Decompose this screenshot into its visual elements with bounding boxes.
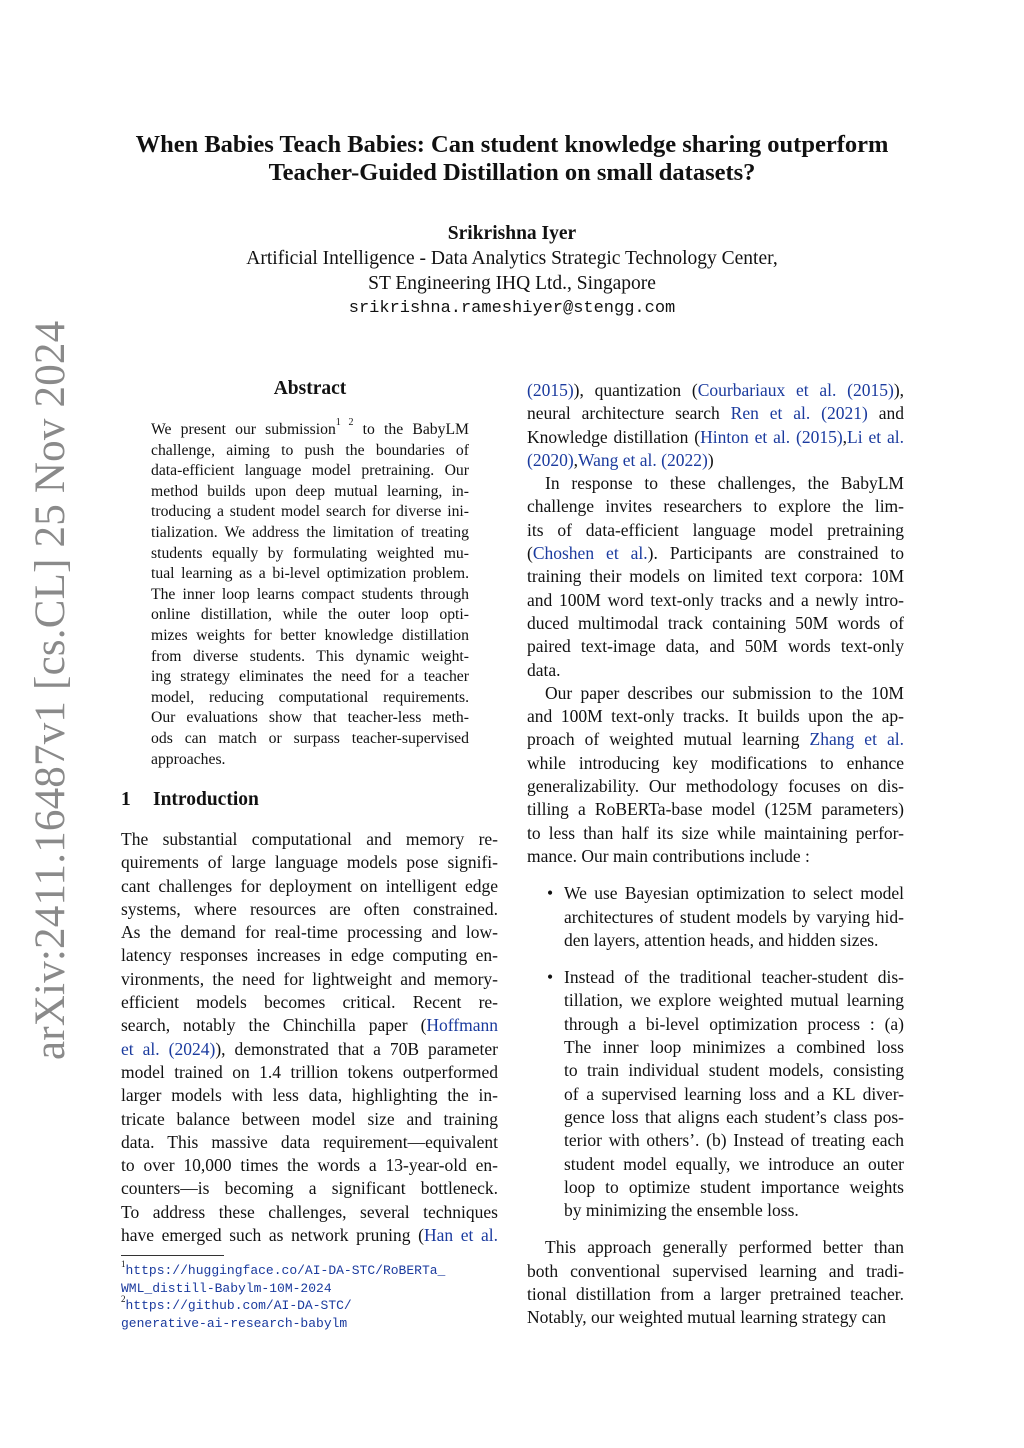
text-line: proach of weighted mutual learning Zhang et al.	[527, 729, 904, 750]
footnote-1-cont[interactable]: WML_distill-Babylm-10M-2024	[121, 1280, 332, 1296]
text-line: In response to these challenges, the BabyLM	[545, 473, 904, 494]
text-line: quirements of large language models pose signifi-	[121, 852, 498, 873]
paragraph-submission-cont	[527, 752, 904, 868]
text-line: students equally by formulating weighted mu-	[151, 544, 469, 562]
text-line: The inner loop minimizes a combined loss	[564, 1037, 904, 1058]
text-line: approaches.	[151, 750, 226, 768]
text-line: tialization. We address the limitation of treating	[151, 523, 469, 541]
intro-paragraph	[121, 828, 498, 1014]
bullet-icon: •	[547, 883, 554, 904]
author-block	[100, 221, 924, 321]
text-line: Instead of the traditional teacher-student dis-	[564, 967, 904, 988]
text-line: online distillation, while the outer loop opti-	[151, 606, 469, 624]
citation-link[interactable]: (2015)	[527, 380, 574, 400]
footnotes	[121, 1259, 498, 1332]
abstract-body	[151, 417, 469, 770]
text-line: (Choshen et al.). Participants are constrained to	[527, 543, 904, 564]
list-item	[527, 882, 904, 952]
text-line: Notably, our weighted mutual learning strategy can	[527, 1307, 886, 1328]
author-affiliation: ST Engineering IHQ Ltd., Singapore	[368, 273, 656, 294]
text-line: systems, where resources are often constrained.	[121, 898, 498, 919]
contribution-list	[527, 882, 904, 1222]
footnote-rule	[121, 1255, 224, 1256]
text-line: vironments, the need for lightweight and memory-	[121, 968, 498, 989]
text-line: model trained on 1.4 trillion tokens outperformed	[121, 1061, 498, 1082]
text-line: Knowledge distillation (Hinton et al. (2015),Li et al.	[527, 426, 904, 447]
text-line: tual learning as a bi-level optimization problem.	[151, 565, 469, 583]
paragraph-babylm	[527, 472, 904, 542]
text-line: through a bi-level optimization process : (a)	[564, 1013, 904, 1034]
list-item	[527, 966, 904, 1222]
text-line: while introducing key modifications to enhance	[527, 752, 904, 773]
citation-link[interactable]: Wang et al. (2022)	[578, 449, 708, 470]
bullet-icon: •	[547, 967, 554, 988]
text-line: den layers, attention heads, and hidden sizes.	[564, 929, 879, 950]
paragraph-babylm-cont	[527, 565, 904, 681]
text-line: tricate balance between model size and training	[121, 1108, 498, 1129]
footnote-2[interactable]: $^2$https://github.com/AI-DA-STC/	[121, 1294, 352, 1313]
text-line: Our evaluations show that teacher-less meth-	[151, 709, 469, 727]
intro-paragraph-cont	[121, 1061, 498, 1224]
text-line: tillation, we explore weighted mutual learning	[564, 990, 904, 1011]
text-line: To address these challenges, several techniques	[121, 1201, 498, 1222]
text-line: and 100M text-only tracks. It builds upon the ap-	[527, 706, 904, 727]
author-email[interactable]: srikrishna.rameshiyer@stengg.com	[348, 299, 676, 318]
text-line: paired text-image data, and 50M words text-only	[527, 636, 904, 657]
text-line: to less than half its size while maintaining perfor-	[527, 822, 904, 843]
author-affiliation: Artificial Intelligence - Data Analytics Strategic Technology Center,	[246, 248, 778, 269]
text-line: loop to optimize student importance weights	[564, 1176, 904, 1197]
text-line: ing strategy eliminates the need for a teacher	[151, 668, 469, 686]
paragraph-approach	[527, 1236, 904, 1329]
text-line: This approach generally performed better than	[545, 1237, 904, 1258]
arxiv-identifier: arXiv:2411.16487v1 [cs.CL] 25 Nov 2024	[27, 320, 74, 1060]
text-line: of a supervised learning loss and a KL diver-	[564, 1083, 904, 1104]
right-column-text	[527, 379, 904, 1330]
text-line: terior with others’. (b) Instead of treating each	[564, 1130, 904, 1151]
text-line: have emerged such as network pruning (Han et al.	[121, 1225, 498, 1246]
text-line: to train individual student models, consisting	[564, 1060, 904, 1081]
citation-link[interactable]: Zhang et al.	[809, 729, 904, 750]
text-line: mance. Our main contributions include :	[527, 845, 810, 866]
text-line: data. This massive data requirement—equivalent	[121, 1131, 498, 1152]
text-line: its of data-efficient language model pretraining	[527, 519, 904, 540]
text-line: As the demand for real-time processing and low-	[121, 922, 498, 943]
section-number: 1	[121, 789, 131, 810]
abstract-lines	[151, 441, 469, 771]
left-column-text	[121, 828, 498, 1247]
text-line: duced multimodal track containing 50M words of	[527, 612, 904, 633]
citation-link[interactable]: Courbariaux et al. (2015)	[697, 380, 894, 400]
abstract-heading: Abstract	[273, 378, 347, 399]
text-line: tilling a RoBERTa-base model (125M parameters)	[527, 799, 904, 820]
text-line: training their models on limited text corpora: 10M	[527, 566, 904, 587]
text-line: counters—is becoming a significant bottleneck.	[121, 1178, 498, 1199]
citation-link[interactable]: Han et al.	[423, 1225, 498, 1246]
citation-link[interactable]: Li et al.	[847, 426, 904, 447]
citation-link[interactable]: Choshen et al.	[532, 543, 648, 564]
paper-title	[100, 131, 924, 187]
list-item-text	[564, 882, 904, 952]
text-line: (2015)), quantization (Courbariaux et al. (2015)),	[527, 380, 905, 400]
citation-link[interactable]: Ren et al. (2021)	[730, 403, 868, 424]
text-line: architectures of student models by varying hid-	[564, 906, 904, 927]
abstract-line: We present our submission$^{1 2}$ to the BabyLM	[151, 417, 469, 438]
text-line: tional distillation from a larger pretrained teacher.	[527, 1283, 904, 1304]
text-line: from diverse students. This dynamic weight-	[151, 647, 469, 665]
citation-link[interactable]: Hoffmann	[426, 1015, 498, 1036]
citation-link[interactable]: Hinton et al. (2015)	[700, 426, 843, 447]
text-line: et al. (2024)), demonstrated that a 70B parameter	[121, 1038, 499, 1059]
text-line: The inner loop learns compact students through	[151, 585, 469, 603]
text-line: challenge invites researchers to explore the lim-	[527, 496, 904, 517]
text-line: latency responses increases in edge computing en-	[121, 945, 498, 966]
text-line: gence loss that aligns each student’s class pos-	[564, 1106, 904, 1127]
text-line: cant challenges for deployment on intelligent edge	[121, 875, 498, 896]
text-line: search, notably the Chinchilla paper (Hoffmann	[121, 1015, 498, 1036]
footnote-1[interactable]: $^1$https://huggingface.co/AI-DA-STC/RoBERTa_	[121, 1259, 446, 1278]
text-line: to over 10,000 times the words a 13-year-old en-	[121, 1155, 498, 1176]
text-line: troducing a student model search for diverse ini-	[151, 503, 469, 521]
text-line: data-efficient language model pretraining. Our	[151, 462, 469, 480]
text-line: data.	[527, 659, 561, 680]
text-line: generalizability. Our methodology focuses on dis-	[527, 776, 904, 797]
paragraph-submission	[527, 682, 904, 729]
text-line: student model equally, we introduce an outer	[564, 1153, 904, 1174]
author-name: Srikrishna Iyer	[447, 223, 577, 244]
text-line: mizes weights for better knowledge distillation	[151, 626, 469, 644]
text-line: Our paper describes our submission to the 10M	[545, 682, 904, 703]
text-line: efficient models becomes critical. Recent re-	[121, 992, 498, 1013]
text-line: and 100M word text-only tracks and a newly intro-	[527, 589, 904, 610]
text-line: The substantial computational and memory re-	[121, 829, 498, 849]
text-line: ods can match or surpass teacher-supervised	[151, 729, 469, 747]
text-line: (2020),Wang et al. (2022))	[527, 449, 714, 470]
text-line: challenge, aiming to push the boundaries of	[151, 441, 469, 459]
text-line: both conventional supervised learning and tradi-	[527, 1260, 904, 1281]
title-line: Teacher-Guided Distillation on small datasets?	[268, 159, 756, 186]
citation-link[interactable]: (2020)	[527, 449, 574, 470]
text-line: neural architecture search Ren et al. (2021) and	[527, 403, 904, 424]
section-heading-introduction	[121, 789, 259, 811]
text-line: model, reducing computational requirements.	[151, 688, 469, 706]
title-line: When Babies Teach Babies: Can student knowledge sharing outperform	[135, 131, 889, 158]
list-item-text	[564, 966, 904, 1222]
citation-link[interactable]: et al. (2024)	[121, 1038, 216, 1059]
footnote-2-cont[interactable]: generative-ai-research-babylm	[121, 1315, 348, 1331]
footnote-marker[interactable]: 1 2	[335, 417, 354, 428]
text-line: larger models with less data, highlighting the in-	[121, 1085, 498, 1106]
text-line: by minimizing the ensemble loss.	[564, 1200, 799, 1221]
text-line: method builds upon deep mutual learning, in-	[151, 482, 469, 500]
text-line: We use Bayesian optimization to select model	[564, 883, 904, 904]
section-title: Introduction	[153, 789, 259, 810]
